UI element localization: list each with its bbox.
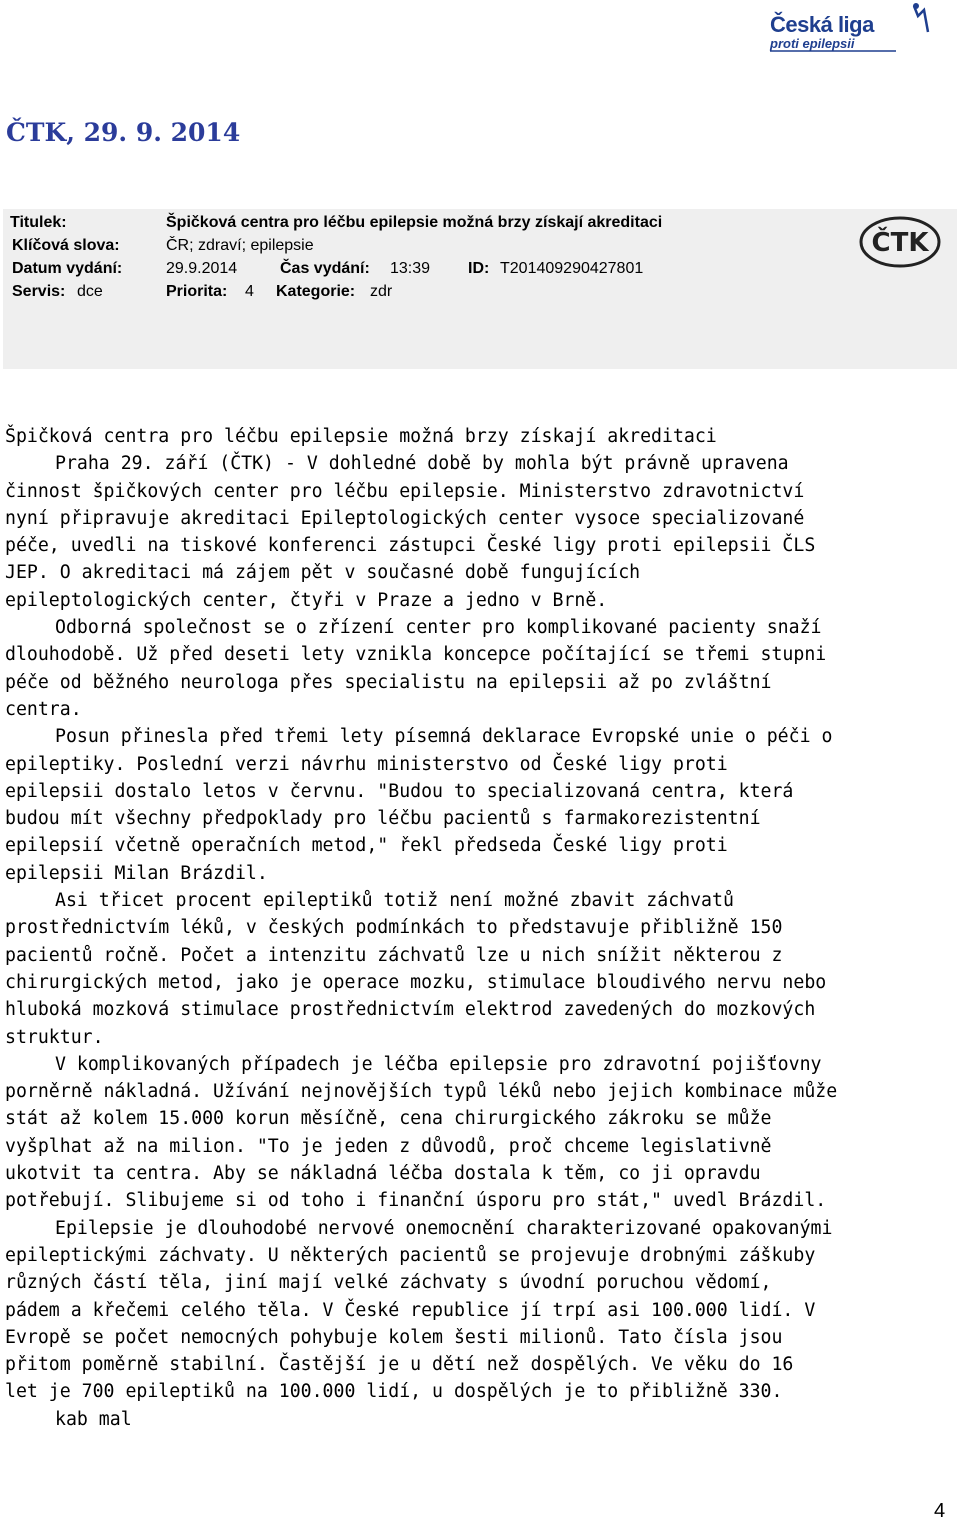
meta-servis-label: Servis: <box>12 283 66 300</box>
logo-subtitle-text: proti epilepsii <box>770 36 855 51</box>
ctk-agency-logo <box>858 214 942 270</box>
meta-cas-label: Čas vydání: <box>280 260 370 277</box>
article-signature: kab mal <box>55 1408 132 1430</box>
logo-brand-text: Česká liga <box>770 12 874 37</box>
ctk-logo-text: ČTK <box>871 228 929 258</box>
ceska-liga-logo <box>766 2 960 58</box>
article-headline: Špičková centra pro léčbu epilepsie možná brzy získají akreditaci <box>5 426 717 447</box>
meta-kategorie-value: zdr <box>370 283 393 300</box>
meta-cas-value: 13:39 <box>390 260 431 277</box>
article-paragraph: Epilepsie je dlouhodobé nervové onemocnění charakterizované opakovanými epileptickými záchvaty. U některých pacientů se projevuje drobnými záškuby různých částí těla, jiní mají velké záchvaty s úvodní poruchou vědomí, pádem a křečemi celého těla. V České republice jí trpí asi 100.000 lidí. V Evropě se počet nemocných pohybuje kolem šesti milionů. Tato čísla jsou přitom poměrně stabilní. Častější je u dětí než dospělých. Ve věku do 16 let je 700 epileptiků na 100.000 lidí, u dospělých je to přibližně 330. <box>5 1217 833 1403</box>
article-paragraph: Odborná společnost se o zřízení center pro komplikované pacienty snaží dlouhodobě. Už před deseti lety vznikla koncepce počítající se třemi stupni péče od běžného neurologa přes specialistu na epilepsii až po zvláštní centra. <box>5 617 827 720</box>
meta-priorita-value: 4 <box>245 283 254 300</box>
meta-datum-value: 29.9.2014 <box>166 260 238 277</box>
meta-datum-label: Datum vydání: <box>12 260 123 277</box>
article-paragraph: V komplikovaných případech je léčba epilepsie pro zdravotní pojišťovny porněrně nákladná. Užívání nejnovějších typů léků nebo jejich kombinace může stát až kolem 15.000 korun měsíčně, cena chirurgického zákroku se může vyšplhat až na milion. "To je jeden z důvodů, proč chceme legislativně ukotvit ta centra. Aby se nákladná léčba dostala k těm, co ji opravdu potřebují. Slibujeme si od toho i finanční úsporu pro stát," uvedl Brázdil. <box>5 1053 838 1212</box>
article-body <box>5 423 955 1433</box>
meta-id-label: ID: <box>468 260 490 277</box>
meta-servis-value: dce <box>77 283 103 300</box>
meta-titulek-label: Titulek: <box>10 214 67 231</box>
meta-priorita-label: Priorita: <box>166 283 228 300</box>
article-paragraph: Praha 29. září (ČTK) - V dohledné době by mohla být právně upravena činnost špičkových center pro léčbu epilepsie. Ministerstvo zdravotnictví nyní připravuje akreditaci Epileptologických center vysoce specializované péče, uvedli na tiskové konferenci zástupci České ligy proti epilepsii ČLS JEP. O akreditaci má zájem pět v současné době fungujících epileptologických center, čtyři v Praze a jedno v Brně. <box>5 453 816 611</box>
document-title: ČTK, 29. 9. 2014 <box>6 118 241 147</box>
page-number: 4 <box>934 1500 946 1522</box>
meta-klicova-label: Klíčová slova: <box>12 237 120 254</box>
meta-kategorie-label: Kategorie: <box>276 283 356 300</box>
article-paragraph: Asi třicet procent epileptiků totiž není možné zbavit záchvatů prostřednictvím léků, v českých podmínkách to představuje přibližně 150 pacientů ročně. Počet a intenzitu záchvatů lze u nich snížit některou z chirurgických metod, jako je operace mozku, stimulace bloudivého nervu nebo hluboká mozková stimulace prostřednictvím elektrod zavedených do mozkových struktur. <box>5 890 827 1048</box>
meta-titulek-value: Špičková centra pro léčbu epilepsie možná brzy získají akreditaci <box>166 214 663 231</box>
meta-id-value: T201409290427801 <box>500 260 644 277</box>
article-paragraph: Posun přinesla před třemi lety písemná deklarace Evropské unie o péči o epileptiky. Poslední verzi návrhu ministerstvo od České ligy proti epilepsii dostalo letos v červnu. "Budou to specializovaná centra, která budou mít všechny předpoklady pro léčbu pacientů s farmakorezistentní epilepsií včetně operačních metod," řekl předseda České ligy proti epilepsii Milan Brázdil. <box>5 726 833 884</box>
meta-klicova-value: ČR; zdraví; epilepsie <box>166 237 314 254</box>
